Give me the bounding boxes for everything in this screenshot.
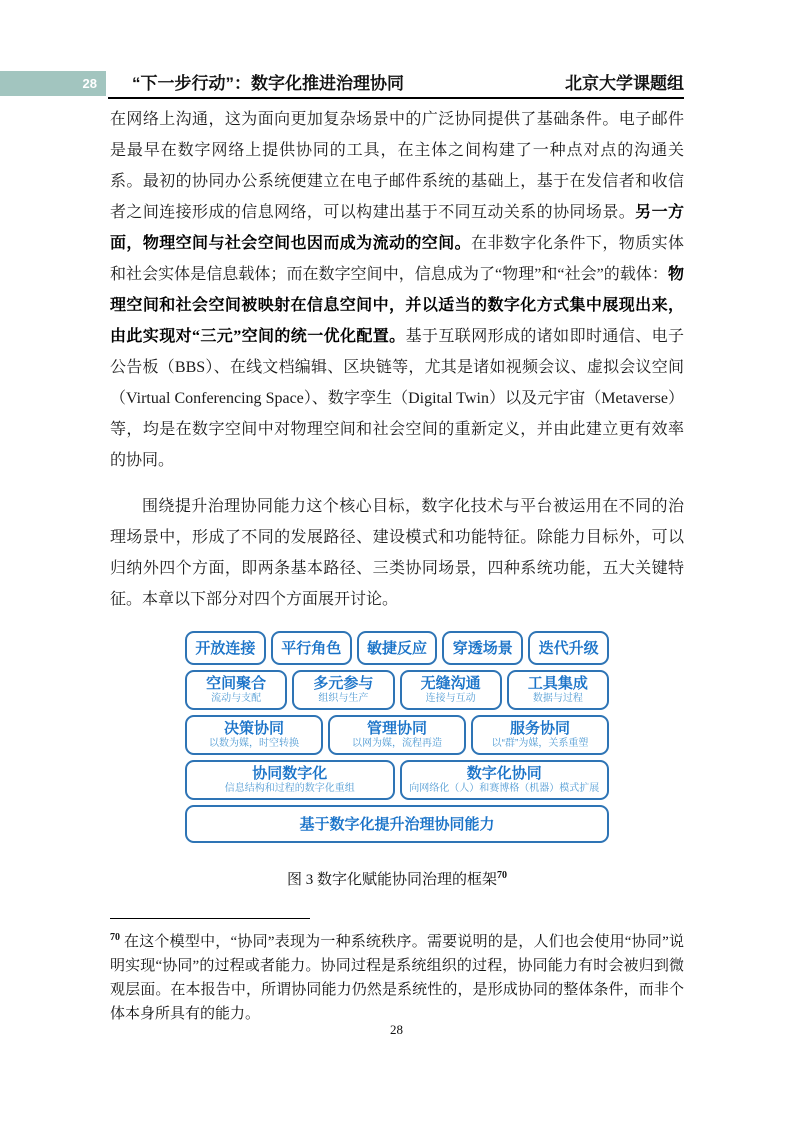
body-text [110,104,684,896]
diagram-box-title: 开放连接 [195,639,256,657]
footnote-separator [110,918,310,919]
figure-caption [110,860,684,896]
diagram-box-title: 工具集成 [527,675,588,692]
diagram-box [507,670,609,710]
figure-caption-text: 图 3 数字化赋能协同治理的框架 [286,872,497,888]
diagram-row-scenarios [185,715,609,755]
diagram-box-title: 迭代升级 [538,639,599,657]
footnote [110,918,684,1026]
diagram-box [185,715,323,755]
diagram-box [471,715,609,755]
paragraph-2: 围绕提升治理协同能力这个核心目标，数字化技术与平台被运用在不同的治理场景中，形成了不同的发展路径、建设模式和功能特征。除能力目标外，可以归纳外四个方面，即两条基本路径、三类协同场景，四种系统功能，五大关键特征。本章以下部分对四个方面展开讨论。 [110,498,684,608]
diagram-box [185,805,609,843]
framework-diagram [185,631,609,843]
diagram-box-title: 服务协同 [509,720,570,737]
diagram-box [400,760,610,800]
diagram-box-title: 多元参与 [313,675,374,692]
diagram-row-goal [185,805,609,843]
diagram-box-title: 敏捷反应 [366,639,427,657]
diagram-box-subtitle: 组织与生产 [318,693,369,704]
diagram-box-subtitle: 数据与过程 [532,693,583,704]
diagram-box-subtitle: 流动与支配 [211,693,262,704]
diagram-box-title: 基于数字化提升治理协同能力 [299,815,495,833]
diagram-box-subtitle: 连接与互动 [425,693,476,704]
paragraph-1-seg5: 基于互联网形成的诸如即时通信、电子公告板（BBS）、在线文档编辑、区块链等，尤其是诸如视频会议、虚拟会议空间（Virtual Conferencing Space）、数字孪生（Digital Twin）以及元宇宙（Metaverse）等，均是在数字空间中对物理空间和社会空间的重新定义，并由此建立更有效率的协同。 [110,328,684,469]
diagram-box [328,715,466,755]
diagram-box [185,631,266,665]
diagram-box-subtitle: 向网络化（人）和赛博格（机器）模式扩展 [409,783,600,794]
footer-page-number: 28 [390,1022,403,1037]
diagram-box-title: 空间聚合 [206,675,267,692]
running-title: “下一步行动”：数字化推进治理协同 [132,74,404,93]
diagram-row-functions [185,670,609,710]
diagram-box-title: 平行角色 [281,639,342,657]
diagram-box [292,670,394,710]
diagram-box-title: 管理协同 [366,720,427,737]
paragraph-1-seg3: 在非数字化条件下，物质实体和社会实体是信息载体；而在数字空间中，信息成为了“物理”和“社会”的载体： [110,235,684,283]
paragraph-1-seg1: 在网络上沟通，这为面向更加复杂场景中的广泛协同提供了基础条件。电子邮件是最早在数字网络上提供协同的工具，在主体之间构建了一种点对点的沟通关系。最初的协同办公系统便建立在电子邮件系统的基础上，基于在发信者和收信者之间连接形成的信息网络，可以构建出基于不同互动关系的协同场景。 [110,111,684,221]
diagram-box-subtitle: 以数为媒，时空转换 [209,738,299,749]
diagram-box-subtitle: 信息结构和过程的数字化重组 [224,783,355,794]
diagram-row-features [185,631,609,665]
diagram-box-title: 决策协同 [223,720,284,737]
page-number-badge [0,71,106,96]
diagram-box-title: 数字化协同 [466,765,542,782]
diagram-box [357,631,438,665]
diagram-box [442,631,523,665]
figure-caption-footnote-ref: 70 [497,870,507,881]
diagram-box [185,760,395,800]
paragraph-1-bold-seg4: 物理空间和社会空间被映射在信息空间中，并以适当的数字化方式集中展现出来，由此实现对“三元”空间的统一优化配置。 [110,266,684,345]
diagram-box [271,631,352,665]
affiliation: 北京大学课题组 [565,74,684,93]
diagram-box [185,670,287,710]
diagram-row-paths [185,760,609,800]
diagram-box-title: 穿透场景 [452,639,513,657]
diagram-box-title: 协同数字化 [252,765,328,782]
footnote-marker: 70 [110,932,120,943]
diagram-box-subtitle: 以网为媒，流程再造 [352,738,442,749]
paragraph-1 [110,104,684,476]
footnote-text: 在这个模型中，“协同”表现为一种系统秩序。需要说明的是，人们也会使用“协同”说明实现“协同”的过程或者能力。协同过程是系统组织的过程，协同能力有时会被归到微观层面。在本报告中，所谓协同能力仍然是系统性的，是形成协同的整体条件，而非个体本身所具有的能力。 [110,934,685,1022]
paragraph-1-bold-seg2: 另一方面，物理空间与社会空间也因而成为流动的空间。 [110,204,684,252]
page-number-badge-text: 28 [82,76,97,91]
diagram-box [400,670,502,710]
diagram-box-subtitle: 以“群”为媒，关系重塑 [491,738,589,749]
page-header [108,66,684,99]
diagram-box [528,631,609,665]
diagram-box-title: 无缝沟通 [420,675,481,692]
